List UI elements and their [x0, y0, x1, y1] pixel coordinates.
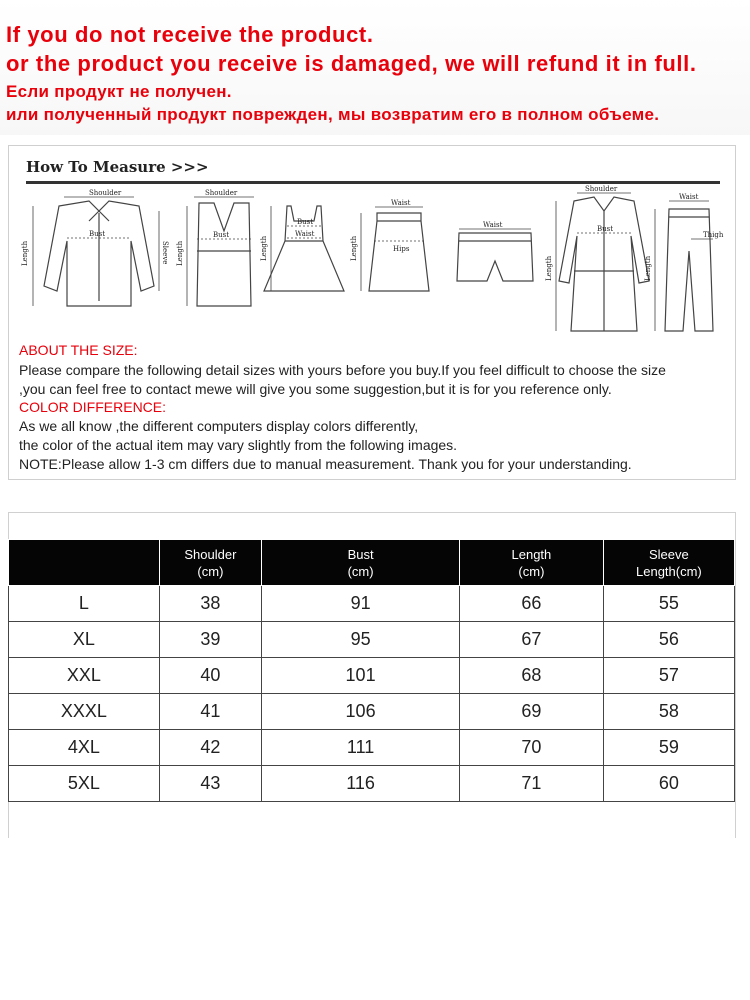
blouse-bust-label: Bust [89, 230, 106, 238]
tank-top-figure-icon [176, 189, 254, 306]
sleeve-length-cell: 60 [603, 766, 734, 802]
length-cell: 66 [460, 586, 604, 622]
shoulder-cell: 43 [159, 766, 261, 802]
sleeve-length-cell: 57 [603, 658, 734, 694]
coat-shoulder-label: Shoulder [585, 185, 618, 193]
sleeve-length-cell: 59 [603, 730, 734, 766]
dress-bust-label: Bust [297, 218, 314, 226]
shoulder-cell: 42 [159, 730, 261, 766]
trousers-waist-label: Waist [679, 193, 699, 201]
bust-cell: 101 [262, 658, 460, 694]
dress-length-label: Length [260, 235, 268, 261]
header-length: Length (cm) [460, 540, 604, 586]
size-cell: 4XL [9, 730, 160, 766]
header-shoulder: Shoulder (cm) [159, 540, 261, 586]
refund-notice-banner [0, 0, 750, 135]
header-size [9, 540, 160, 586]
about-size-heading: ABOUT THE SIZE: [19, 342, 138, 358]
how-to-measure-title: How To Measure >>> [26, 158, 209, 176]
blouse-shoulder-label: Shoulder [89, 189, 122, 197]
blouse-sleeve-label: Sleeve [161, 241, 169, 265]
shoulder-cell: 39 [159, 622, 261, 658]
length-cell: 68 [460, 658, 604, 694]
shoulder-cell: 40 [159, 658, 261, 694]
table-row [9, 766, 735, 802]
about-size-text-2: ,you can feel free to contact mewe will give you some suggestion,but it is for you reference only. [19, 381, 612, 397]
dress-figure-icon [260, 206, 344, 291]
skirt-waist-label: Waist [391, 199, 411, 207]
skirt-hips-label: Hips [393, 245, 410, 253]
coat-figure-icon [545, 185, 649, 331]
tank-length-label: Length [176, 240, 184, 266]
sleeve-length-cell: 55 [603, 586, 734, 622]
notice-line-2: or the product you receive is damaged, we will refund it in full. [6, 51, 697, 76]
size-cell: L [9, 586, 160, 622]
trousers-thigh-label: Thigh [703, 231, 724, 239]
length-cell: 67 [460, 622, 604, 658]
notice-line-3-russian: Если продукт не получен. [6, 82, 232, 101]
length-cell: 70 [460, 730, 604, 766]
color-difference-text-1: As we all know ,the different computers display colors differently, [19, 418, 419, 434]
table-row [9, 658, 735, 694]
tank-shoulder-label: Shoulder [205, 189, 238, 197]
title-divider [26, 181, 720, 184]
tank-bust-label: Bust [213, 231, 230, 239]
dress-waist-label: Waist [295, 230, 315, 238]
size-cell: XXXL [9, 694, 160, 730]
measurement-note: NOTE:Please allow 1-3 cm differs due to manual measurement. Thank you for your understanding. [19, 456, 632, 472]
skirt-figure-icon [350, 199, 429, 291]
shoulder-cell: 41 [159, 694, 261, 730]
size-chart-table [8, 539, 735, 802]
shorts-waist-label: Waist [483, 221, 503, 229]
shoulder-cell: 38 [159, 586, 261, 622]
header-sleeve-length: Sleeve Length(cm) [603, 540, 734, 586]
bust-cell: 91 [262, 586, 460, 622]
blouse-figure-icon [21, 189, 169, 306]
skirt-length-label: Length [350, 235, 358, 261]
notice-line-1: If you do not receive the product. [6, 22, 374, 47]
bust-cell: 95 [262, 622, 460, 658]
size-table-header-row [9, 540, 735, 586]
size-cell: XL [9, 622, 160, 658]
color-difference-text-2: the color of the actual item may vary slightly from the following images. [19, 437, 458, 453]
table-row [9, 586, 735, 622]
size-cell: 5XL [9, 766, 160, 802]
trousers-figure-icon [644, 193, 724, 331]
header-bust: Bust (cm) [262, 540, 460, 586]
shorts-figure-icon [457, 221, 533, 281]
size-cell: XXL [9, 658, 160, 694]
length-cell: 71 [460, 766, 604, 802]
table-row [9, 730, 735, 766]
trousers-length-label: Length [644, 255, 652, 281]
blouse-length-label: Length [21, 240, 29, 266]
table-row [9, 694, 735, 730]
coat-bust-label: Bust [597, 225, 614, 233]
bust-cell: 111 [262, 730, 460, 766]
color-difference-heading: COLOR DIFFERENCE: [19, 399, 167, 415]
how-to-measure-panel [8, 145, 736, 480]
bust-cell: 116 [262, 766, 460, 802]
sleeve-length-cell: 58 [603, 694, 734, 730]
notice-line-4-russian: или полученный продукт поврежден, мы возвратим его в полном объеме. [6, 105, 660, 124]
sleeve-length-cell: 56 [603, 622, 734, 658]
about-size-text-1: Please compare the following detail sizes with yours before you buy.If you feel difficult to choose the size [19, 362, 666, 378]
table-row [9, 622, 735, 658]
bust-cell: 106 [262, 694, 460, 730]
coat-length-label: Length [545, 255, 553, 281]
measurement-illustrations [19, 185, 725, 341]
length-cell: 69 [460, 694, 604, 730]
